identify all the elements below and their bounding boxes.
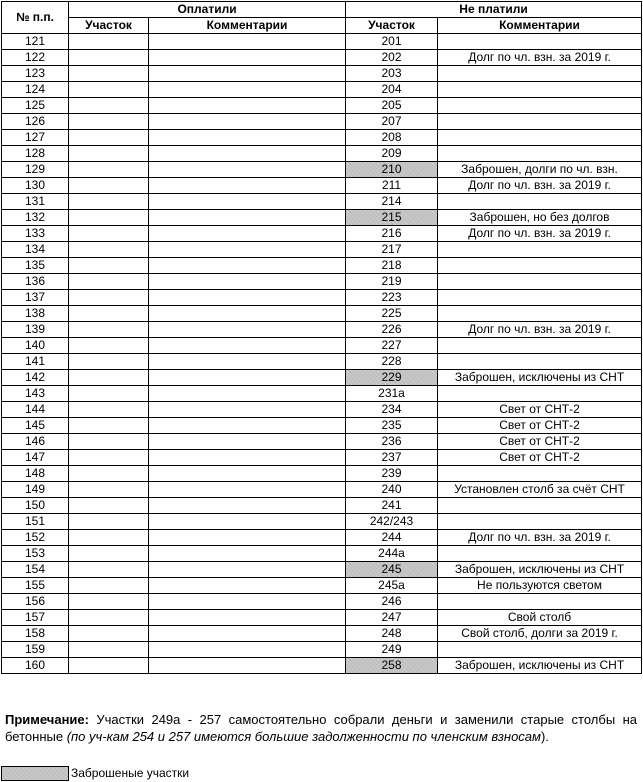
notpaid-plot-cell: 210 [346, 162, 438, 178]
paid-plot-cell [69, 82, 149, 98]
row-number: 124 [2, 82, 69, 98]
notpaid-comment-cell: Свет от СНТ-2 [438, 450, 642, 466]
notpaid-comment-cell [438, 514, 642, 530]
row-number: 158 [2, 626, 69, 642]
row-number: 140 [2, 338, 69, 354]
paid-plot-cell [69, 194, 149, 210]
notpaid-comment-cell [438, 546, 642, 562]
paid-comment-cell [149, 130, 346, 146]
notpaid-plot-cell: 208 [346, 130, 438, 146]
paid-comment-cell [149, 610, 346, 626]
paid-comment-cell [149, 34, 346, 50]
paid-comment-cell [149, 418, 346, 434]
row-number: 159 [2, 642, 69, 658]
document [1, 1, 641, 780]
row-number: 152 [2, 530, 69, 546]
table-row [2, 226, 642, 242]
notpaid-plot-cell: 239 [346, 466, 438, 482]
notpaid-comment-cell [438, 466, 642, 482]
payments-table [1, 1, 642, 674]
table-row [2, 322, 642, 338]
column-group-paid: Оплатили [69, 2, 346, 18]
table-row [2, 162, 642, 178]
notpaid-comment-cell: Установлен столб за счёт СНТ [438, 482, 642, 498]
footnote [5, 711, 637, 745]
table-row [2, 642, 642, 658]
paid-plot-cell [69, 98, 149, 114]
paid-comment-cell [149, 578, 346, 594]
paid-comment-cell [149, 402, 346, 418]
column-header-paid-plot: Участок [69, 18, 149, 34]
notpaid-plot-cell: 244 [346, 530, 438, 546]
header-row-top [2, 2, 642, 18]
row-number: 142 [2, 370, 69, 386]
paid-comment-cell [149, 434, 346, 450]
row-number: 148 [2, 466, 69, 482]
notpaid-comment-cell: Долг по чл. взн. за 2019 г. [438, 178, 642, 194]
paid-plot-cell [69, 146, 149, 162]
table-row [2, 306, 642, 322]
paid-comment-cell [149, 162, 346, 178]
notpaid-plot-cell: 241 [346, 498, 438, 514]
notpaid-comment-cell: Свет от СНТ-2 [438, 418, 642, 434]
notpaid-plot-cell: 215 [346, 210, 438, 226]
paid-plot-cell [69, 114, 149, 130]
notpaid-plot-cell: 235 [346, 418, 438, 434]
paid-plot-cell [69, 226, 149, 242]
notpaid-comment-cell [438, 98, 642, 114]
row-number: 138 [2, 306, 69, 322]
row-number: 139 [2, 322, 69, 338]
notpaid-plot-cell: 219 [346, 274, 438, 290]
row-number: 153 [2, 546, 69, 562]
row-number: 129 [2, 162, 69, 178]
notpaid-comment-cell: Свой столб, долги за 2019 г. [438, 626, 642, 642]
paid-plot-cell [69, 370, 149, 386]
paid-plot-cell [69, 354, 149, 370]
notpaid-comment-cell [438, 146, 642, 162]
legend [1, 766, 189, 781]
row-number: 157 [2, 610, 69, 626]
notpaid-comment-cell [438, 34, 642, 50]
notpaid-plot-cell: 258 [346, 658, 438, 674]
table-row [2, 258, 642, 274]
notpaid-comment-cell [438, 66, 642, 82]
table-row [2, 626, 642, 642]
row-number: 149 [2, 482, 69, 498]
notpaid-plot-cell: 237 [346, 450, 438, 466]
table-row [2, 418, 642, 434]
notpaid-comment-cell [438, 82, 642, 98]
paid-plot-cell [69, 50, 149, 66]
notpaid-comment-cell [438, 258, 642, 274]
notpaid-comment-cell: Заброшен, долги по чл. взн. [438, 162, 642, 178]
table-row [2, 594, 642, 610]
footnote-italic: (по уч-кам 254 и 257 имеются большие задолженности по членским взносам [66, 729, 541, 744]
notpaid-comment-cell: Свет от СНТ-2 [438, 402, 642, 418]
table-row [2, 450, 642, 466]
row-number: 160 [2, 658, 69, 674]
notpaid-comment-cell: Свет от СНТ-2 [438, 434, 642, 450]
paid-plot-cell [69, 626, 149, 642]
notpaid-plot-cell: 205 [346, 98, 438, 114]
notpaid-plot-cell: 226 [346, 322, 438, 338]
notpaid-plot-cell: 214 [346, 194, 438, 210]
table-row [2, 114, 642, 130]
table-row [2, 530, 642, 546]
table-row [2, 178, 642, 194]
paid-plot-cell [69, 514, 149, 530]
table-row [2, 66, 642, 82]
table-row [2, 610, 642, 626]
paid-comment-cell [149, 562, 346, 578]
table-row [2, 434, 642, 450]
table-row [2, 466, 642, 482]
table-row [2, 578, 642, 594]
paid-comment-cell [149, 498, 346, 514]
paid-plot-cell [69, 338, 149, 354]
paid-comment-cell [149, 226, 346, 242]
paid-comment-cell [149, 50, 346, 66]
paid-plot-cell [69, 34, 149, 50]
paid-plot-cell [69, 610, 149, 626]
table-row [2, 562, 642, 578]
paid-plot-cell [69, 658, 149, 674]
notpaid-comment-cell: Долг по чл. взн. за 2019 г. [438, 322, 642, 338]
row-number: 137 [2, 290, 69, 306]
paid-comment-cell [149, 290, 346, 306]
notpaid-comment-cell [438, 242, 642, 258]
paid-comment-cell [149, 194, 346, 210]
paid-comment-cell [149, 98, 346, 114]
row-number: 126 [2, 114, 69, 130]
notpaid-comment-cell [438, 306, 642, 322]
row-number: 128 [2, 146, 69, 162]
row-number: 151 [2, 514, 69, 530]
paid-comment-cell [149, 322, 346, 338]
table-row [2, 274, 642, 290]
paid-comment-cell [149, 146, 346, 162]
paid-plot-cell [69, 578, 149, 594]
table-row [2, 130, 642, 146]
notpaid-plot-cell: 236 [346, 434, 438, 450]
legend-label: Заброшеные участки [71, 766, 190, 780]
row-number: 135 [2, 258, 69, 274]
paid-comment-cell [149, 514, 346, 530]
paid-comment-cell [149, 466, 346, 482]
notpaid-comment-cell [438, 338, 642, 354]
row-number: 123 [2, 66, 69, 82]
paid-comment-cell [149, 306, 346, 322]
paid-comment-cell [149, 482, 346, 498]
table-row [2, 210, 642, 226]
table-row [2, 50, 642, 66]
row-number: 130 [2, 178, 69, 194]
paid-comment-cell [149, 626, 346, 642]
paid-plot-cell [69, 162, 149, 178]
notpaid-comment-cell: Долг по чл. взн. за 2019 г. [438, 50, 642, 66]
row-number: 132 [2, 210, 69, 226]
notpaid-plot-cell: 240 [346, 482, 438, 498]
paid-comment-cell [149, 258, 346, 274]
notpaid-comment-cell: Не пользуются светом [438, 578, 642, 594]
notpaid-comment-cell [438, 642, 642, 658]
table-row [2, 338, 642, 354]
notpaid-plot-cell: 207 [346, 114, 438, 130]
paid-comment-cell [149, 66, 346, 82]
paid-plot-cell [69, 178, 149, 194]
paid-comment-cell [149, 338, 346, 354]
row-number: 134 [2, 242, 69, 258]
table-row [2, 386, 642, 402]
notpaid-plot-cell: 216 [346, 226, 438, 242]
table-row [2, 354, 642, 370]
table-row [2, 402, 642, 418]
notpaid-plot-cell: 246 [346, 594, 438, 610]
paid-plot-cell [69, 434, 149, 450]
table-row [2, 546, 642, 562]
notpaid-plot-cell: 201 [346, 34, 438, 50]
row-number: 121 [2, 34, 69, 50]
paid-plot-cell [69, 642, 149, 658]
table-row [2, 370, 642, 386]
column-header-paid-comments: Комментарии [149, 18, 346, 34]
paid-plot-cell [69, 258, 149, 274]
column-header-number: № п.п. [2, 2, 69, 34]
table-row [2, 146, 642, 162]
column-group-not-paid: Не платили [346, 2, 642, 18]
paid-plot-cell [69, 498, 149, 514]
paid-plot-cell [69, 482, 149, 498]
notpaid-plot-cell: 249 [346, 642, 438, 658]
notpaid-plot-cell: 245 [346, 562, 438, 578]
row-number: 131 [2, 194, 69, 210]
row-number: 150 [2, 498, 69, 514]
paid-comment-cell [149, 178, 346, 194]
paid-comment-cell [149, 114, 346, 130]
table-row [2, 514, 642, 530]
notpaid-comment-cell [438, 498, 642, 514]
paid-comment-cell [149, 658, 346, 674]
row-number: 145 [2, 418, 69, 434]
column-header-notpaid-comments: Комментарии [438, 18, 642, 34]
notpaid-comment-cell [438, 354, 642, 370]
legend-swatch [1, 766, 69, 781]
notpaid-comment-cell [438, 594, 642, 610]
row-number: 146 [2, 434, 69, 450]
notpaid-comment-cell: Свой столб [438, 610, 642, 626]
paid-plot-cell [69, 402, 149, 418]
notpaid-plot-cell: 211 [346, 178, 438, 194]
table-row [2, 82, 642, 98]
notpaid-plot-cell: 231а [346, 386, 438, 402]
paid-plot-cell [69, 130, 149, 146]
paid-plot-cell [69, 242, 149, 258]
paid-plot-cell [69, 322, 149, 338]
notpaid-plot-cell: 245а [346, 578, 438, 594]
notpaid-plot-cell: 209 [346, 146, 438, 162]
paid-plot-cell [69, 466, 149, 482]
paid-comment-cell [149, 274, 346, 290]
paid-plot-cell [69, 530, 149, 546]
paid-plot-cell [69, 386, 149, 402]
paid-comment-cell [149, 386, 346, 402]
row-number: 156 [2, 594, 69, 610]
row-number: 143 [2, 386, 69, 402]
notpaid-comment-cell [438, 386, 642, 402]
table-row [2, 242, 642, 258]
notpaid-comment-cell [438, 130, 642, 146]
notpaid-comment-cell: Долг по чл. взн. за 2019 г. [438, 226, 642, 242]
notpaid-plot-cell: 248 [346, 626, 438, 642]
notpaid-comment-cell: Заброшен, исключены из СНТ [438, 370, 642, 386]
paid-comment-cell [149, 354, 346, 370]
notpaid-plot-cell: 228 [346, 354, 438, 370]
notpaid-comment-cell [438, 274, 642, 290]
paid-plot-cell [69, 306, 149, 322]
notpaid-plot-cell: 242/243 [346, 514, 438, 530]
notpaid-plot-cell: 247 [346, 610, 438, 626]
row-number: 127 [2, 130, 69, 146]
table-row [2, 658, 642, 674]
table-row [2, 98, 642, 114]
table-row [2, 482, 642, 498]
notpaid-comment-cell: Заброшен, исключены из СНТ [438, 658, 642, 674]
header-row-sub [2, 18, 642, 34]
notpaid-plot-cell: 202 [346, 50, 438, 66]
footnote-tail: ). [540, 729, 549, 744]
row-number: 133 [2, 226, 69, 242]
paid-comment-cell [149, 82, 346, 98]
row-number: 141 [2, 354, 69, 370]
table-row [2, 498, 642, 514]
paid-plot-cell [69, 546, 149, 562]
notpaid-plot-cell: 234 [346, 402, 438, 418]
paid-comment-cell [149, 370, 346, 386]
paid-plot-cell [69, 274, 149, 290]
notpaid-comment-cell [438, 290, 642, 306]
notpaid-plot-cell: 229 [346, 370, 438, 386]
paid-plot-cell [69, 450, 149, 466]
notpaid-plot-cell: 223 [346, 290, 438, 306]
table-body [2, 34, 642, 674]
row-number: 154 [2, 562, 69, 578]
row-number: 122 [2, 50, 69, 66]
paid-comment-cell [149, 642, 346, 658]
footnote-text: Участки 249а - 257 самостоятельно собрали деньги и заменили старые столбы на бетонные [5, 712, 637, 744]
notpaid-plot-cell: 204 [346, 82, 438, 98]
table-row [2, 194, 642, 210]
row-number: 144 [2, 402, 69, 418]
paid-plot-cell [69, 418, 149, 434]
paid-comment-cell [149, 210, 346, 226]
paid-plot-cell [69, 594, 149, 610]
paid-comment-cell [149, 530, 346, 546]
column-header-notpaid-plot: Участок [346, 18, 438, 34]
paid-comment-cell [149, 546, 346, 562]
table-row [2, 290, 642, 306]
notpaid-comment-cell: Долг по чл. взн. за 2019 г. [438, 530, 642, 546]
paid-comment-cell [149, 242, 346, 258]
row-number: 136 [2, 274, 69, 290]
notpaid-plot-cell: 225 [346, 306, 438, 322]
footnote-label: Примечание: [5, 712, 89, 727]
row-number: 155 [2, 578, 69, 594]
row-number: 125 [2, 98, 69, 114]
notpaid-plot-cell: 217 [346, 242, 438, 258]
notpaid-comment-cell: Заброшен, исключены из СНТ [438, 562, 642, 578]
notpaid-comment-cell [438, 114, 642, 130]
paid-plot-cell [69, 210, 149, 226]
row-number: 147 [2, 450, 69, 466]
paid-plot-cell [69, 290, 149, 306]
paid-comment-cell [149, 594, 346, 610]
notpaid-plot-cell: 244а [346, 546, 438, 562]
notpaid-comment-cell [438, 194, 642, 210]
notpaid-plot-cell: 203 [346, 66, 438, 82]
notpaid-comment-cell: Заброшен, но без долгов [438, 210, 642, 226]
paid-plot-cell [69, 562, 149, 578]
paid-comment-cell [149, 450, 346, 466]
table-row [2, 34, 642, 50]
paid-plot-cell [69, 66, 149, 82]
notpaid-plot-cell: 227 [346, 338, 438, 354]
notpaid-plot-cell: 218 [346, 258, 438, 274]
